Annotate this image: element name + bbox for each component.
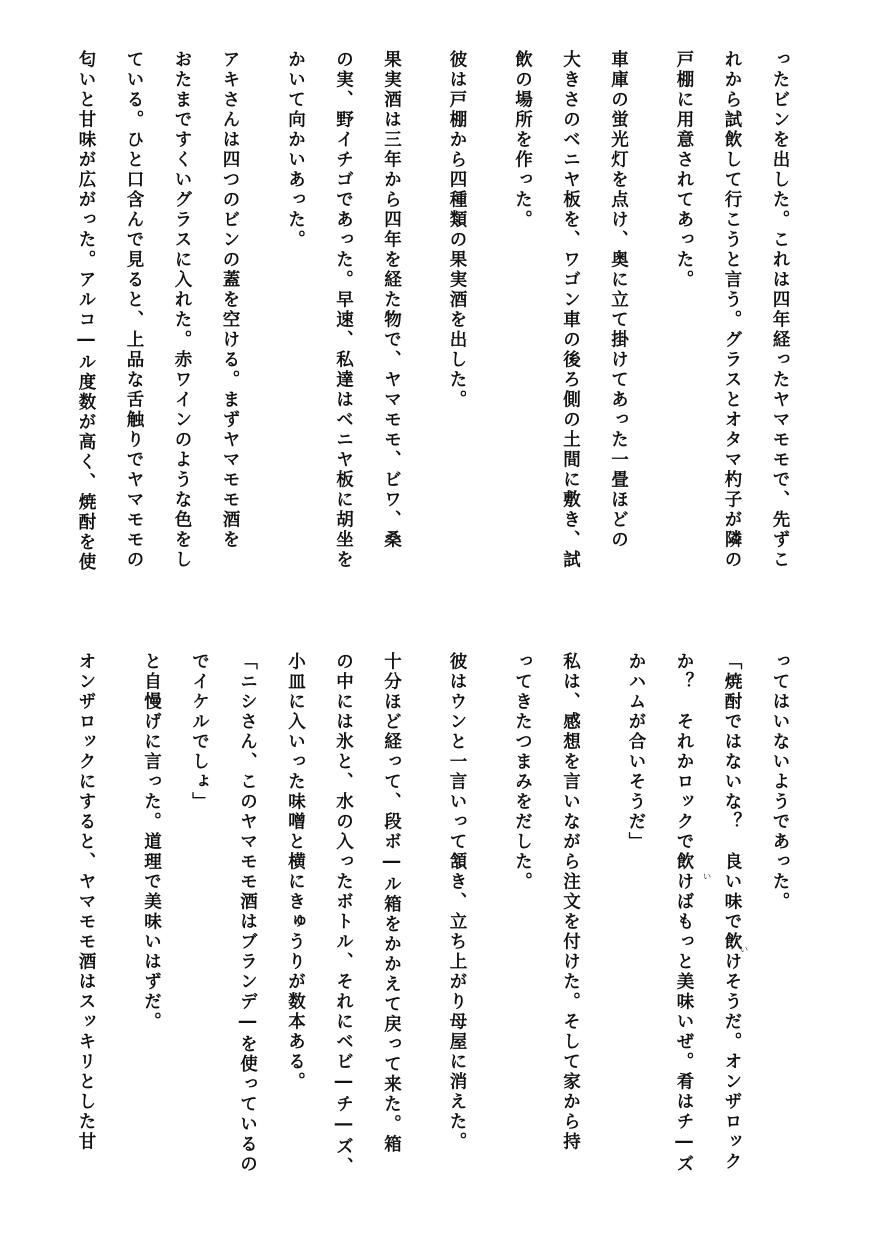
text-line: かハムが合いそうだ」 bbox=[626, 652, 646, 852]
text-line: ってきたつまみをだした。 bbox=[512, 652, 533, 892]
text-line: アキさんは四つのビンの蓋を空ける。まずヤマモモ酒を bbox=[220, 50, 240, 550]
text-line: 戸棚に用意されてあった。 bbox=[674, 50, 694, 290]
text-line: かいて向かいあった。 bbox=[285, 50, 306, 250]
text-line: 彼は戸棚から四種類の果実酒を出した。 bbox=[447, 50, 467, 410]
text-line: の実、野イチゴであった。早速、私達はベニヤ板に胡坐を bbox=[333, 50, 354, 570]
text-line: か？ それかロックで飲けばもっと美味いぜ。肴はチ―ズ bbox=[674, 652, 694, 1175]
text-line: ってはいないようであった。 bbox=[770, 652, 790, 912]
text-line: 飲の場所を作った。 bbox=[512, 50, 533, 230]
text-line: でイケルでしょ」 bbox=[189, 652, 210, 812]
text-line: ったビンを出した。これは四年経ったヤマモモで、先ずこ bbox=[770, 50, 790, 570]
text-line: と自慢げに言った。道理で美味いはずだ。 bbox=[141, 652, 162, 1032]
text-line: 私は、感想を言いながら注文を付けた。そして家から持 bbox=[560, 652, 581, 1152]
upper-text-block bbox=[74, 50, 804, 610]
text-line: れから試飲して行こうと言う。グラスとオタマ杓子が隣の bbox=[722, 50, 742, 570]
text-line: 小皿に入いった味噌と横にきゅうりが数本ある。 bbox=[285, 652, 306, 1092]
furigana-annotation: い bbox=[703, 872, 711, 881]
text-line: ている。ひと口含んで見ると、上品な舌触りでヤマモモの bbox=[124, 50, 144, 570]
text-line: おたまですくいグラスに入れた。赤ワインのような色をし bbox=[172, 50, 192, 570]
text-line: 「焼酎ではないな？ 良い味で飲けそうだ。オンザロック bbox=[722, 652, 742, 1172]
text-line: 果実酒は三年から四年を経た物で、ヤマモモ、ビワ、桑 bbox=[381, 50, 402, 550]
text-line: 十分ほど経って、段ボ―ル箱をかかえて戻って来た。箱 bbox=[381, 652, 402, 1155]
text-line: オンザロックにすると、ヤマモモ酒はスッキリとした甘 bbox=[76, 652, 96, 1152]
text-line: 匂いと甘味が広がった。アルコ―ル度数が高く、焼酎を使 bbox=[76, 50, 96, 573]
text-line: 大きさのベニヤ板を、ワゴン車の後ろ側の土間に敷き、試 bbox=[560, 50, 581, 570]
lower-text-block bbox=[74, 652, 804, 1197]
text-line: 車庫の蛍光灯を点け、奥に立て掛けてあった一畳ほどの bbox=[608, 50, 629, 550]
text-line: 彼はウンと一言いって頷き、立ち上がり母屋に消えた。 bbox=[447, 652, 467, 1152]
text-line: の中には氷と、水の入ったボトル、それにベビ―チ―ズ、 bbox=[333, 652, 354, 1177]
text-line: 「ニシさん、このヤマモモ酒はブランデ―を使っているの bbox=[237, 652, 258, 1175]
furigana-annotation: い bbox=[740, 945, 748, 954]
